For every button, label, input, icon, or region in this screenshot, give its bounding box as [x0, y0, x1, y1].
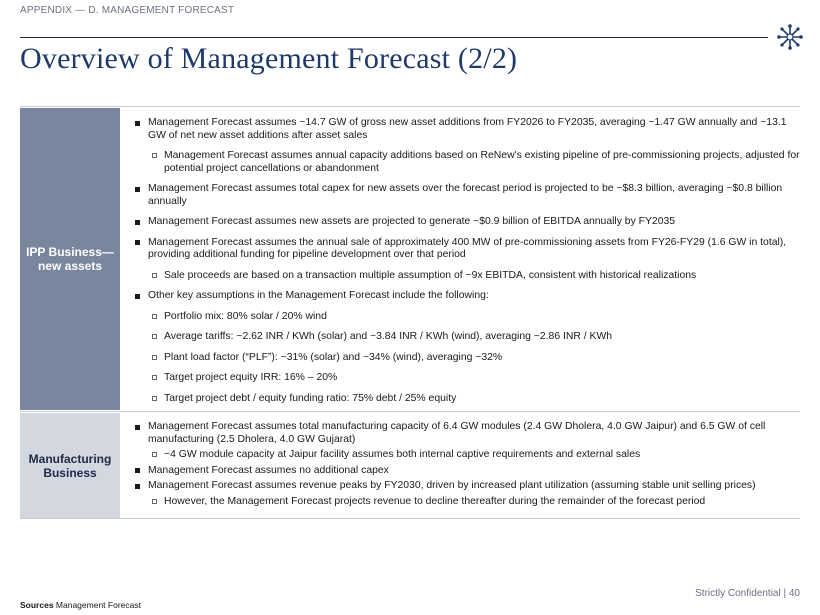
list-item — [132, 496, 800, 509]
list-item-text: Sale proceeds are based on a transaction multiple assumption of ~9x EBITDA, consistent with historical realizations — [164, 269, 697, 281]
list-item — [132, 372, 800, 385]
sources-label: Sources — [20, 600, 54, 610]
sub-bullet-icon — [152, 355, 157, 360]
list-item — [132, 150, 800, 175]
bullet-icon — [135, 187, 140, 192]
list-item-text: Management Forecast assumes new assets are projected to generate ~$0.9 billion of EBITDA annually by FY2035 — [148, 216, 676, 227]
list-item — [132, 183, 800, 208]
bullet-icon — [135, 121, 140, 126]
list-item-text: However, the Management Forecast projects revenue to decline thereafter during the remainder of the forecast period — [164, 495, 706, 507]
sub-bullet-icon — [152, 334, 157, 339]
list-item — [132, 117, 800, 142]
list-item — [132, 270, 800, 283]
list-item — [132, 480, 800, 493]
list-item-text: Management Forecast assumes total capex for new assets over the forecast period is projected to be ~$8.3 billion, averaging ~$0.8 billion annually — [148, 183, 783, 207]
list-item — [132, 449, 800, 462]
list-item — [132, 311, 800, 324]
list-item — [132, 393, 800, 406]
header-rule — [20, 37, 768, 38]
sub-bullet-icon — [152, 314, 157, 319]
list-item-text: Management Forecast assumes annual capacity additions based on ReNew's existing pipeline of pre-commissioning projects, adjusted for potential project cancellations or abandonment — [164, 150, 800, 174]
list-item-text: ~4 GW module capacity at Jaipur facility assumes both internal captive requirements and external sales — [164, 449, 641, 460]
section-label-manufacturing: Manufacturing Business — [20, 413, 120, 518]
bullet-icon — [135, 220, 140, 225]
bullet-icon — [135, 484, 140, 489]
list-item — [132, 237, 800, 262]
page-title: Overview of Management Forecast (2/2) — [20, 42, 518, 75]
list-item-text: Management Forecast assumes no additional capex — [148, 464, 389, 476]
section-divider — [20, 411, 800, 412]
list-item-text: Target project equity IRR: 16% – 20% — [164, 372, 338, 383]
logo-icon — [777, 24, 803, 50]
sources-text: Management Forecast — [55, 600, 141, 610]
list-item-text: Portfolio mix: 80% solar / 20% wind — [164, 310, 327, 322]
table-top-divider — [20, 106, 800, 107]
list-item-text: Average tariffs: ~2.62 INR / KWh (solar) and ~3.84 INR / KWh (wind), averaging ~2.86 INR / KWh — [164, 331, 613, 342]
sub-bullet-icon — [152, 375, 157, 380]
section-label: APPENDIX — D. MANAGEMENT FORECAST — [20, 5, 235, 16]
list-item — [132, 216, 800, 229]
bullet-icon — [135, 240, 140, 245]
sub-bullet-icon — [152, 452, 157, 457]
sources-note — [20, 600, 141, 610]
section-content-manufacturing — [132, 413, 800, 508]
sub-bullet-icon — [152, 396, 157, 401]
list-item-text: Management Forecast assumes ~14.7 GW of gross new asset additions from FY2026 to FY2035, averaging ~1.47 GW annually and ~13.1 GW of net new asset additions after asset sales — [148, 117, 787, 141]
section-content-ipp — [132, 108, 800, 405]
list-item — [132, 290, 800, 303]
section-label-ipp: IPP Business— new assets — [20, 108, 120, 410]
bullet-icon — [135, 468, 140, 473]
sub-bullet-icon — [152, 499, 157, 504]
list-item-text: Other key assumptions in the Management Forecast include the following: — [148, 290, 489, 301]
bullet-icon — [135, 425, 140, 430]
list-item-text: Management Forecast assumes total manufacturing capacity of 6.4 GW modules (2.4 GW Dholera, 4.0 GW Jaipur) and 6.5 GW of cell manufacturing (2.5 Dholera, 4.0 GW Gujarat) — [148, 421, 766, 445]
confidential-label: Strictly Confidential | 40 — [695, 588, 800, 599]
section-manufacturing-business — [20, 413, 800, 518]
list-item-text: Management Forecast assumes the annual sale of approximately 400 MW of pre-commissioning assets from FY26-FY29 (1.6 GW in total), providing additional funding for pipeline development over that period — [148, 236, 787, 260]
list-item — [132, 465, 800, 478]
list-item-text: Plant load factor (“PLF”): ~31% (solar) and ~34% (wind), averaging ~32% — [164, 351, 503, 363]
sub-bullet-icon — [152, 273, 157, 278]
list-item-text: Target project debt / equity funding ratio: 75% debt / 25% equity — [164, 392, 457, 404]
bullet-icon — [135, 294, 140, 299]
section-ipp-business — [20, 108, 800, 410]
sub-bullet-icon — [152, 153, 157, 158]
list-item — [132, 421, 800, 446]
list-item — [132, 331, 800, 344]
table-bottom-divider — [20, 518, 800, 519]
list-item-text: Management Forecast assumes revenue peaks by FY2030, driven by increased plant utilization (assuming stable unit selling prices) — [148, 480, 756, 491]
list-item — [132, 352, 800, 365]
